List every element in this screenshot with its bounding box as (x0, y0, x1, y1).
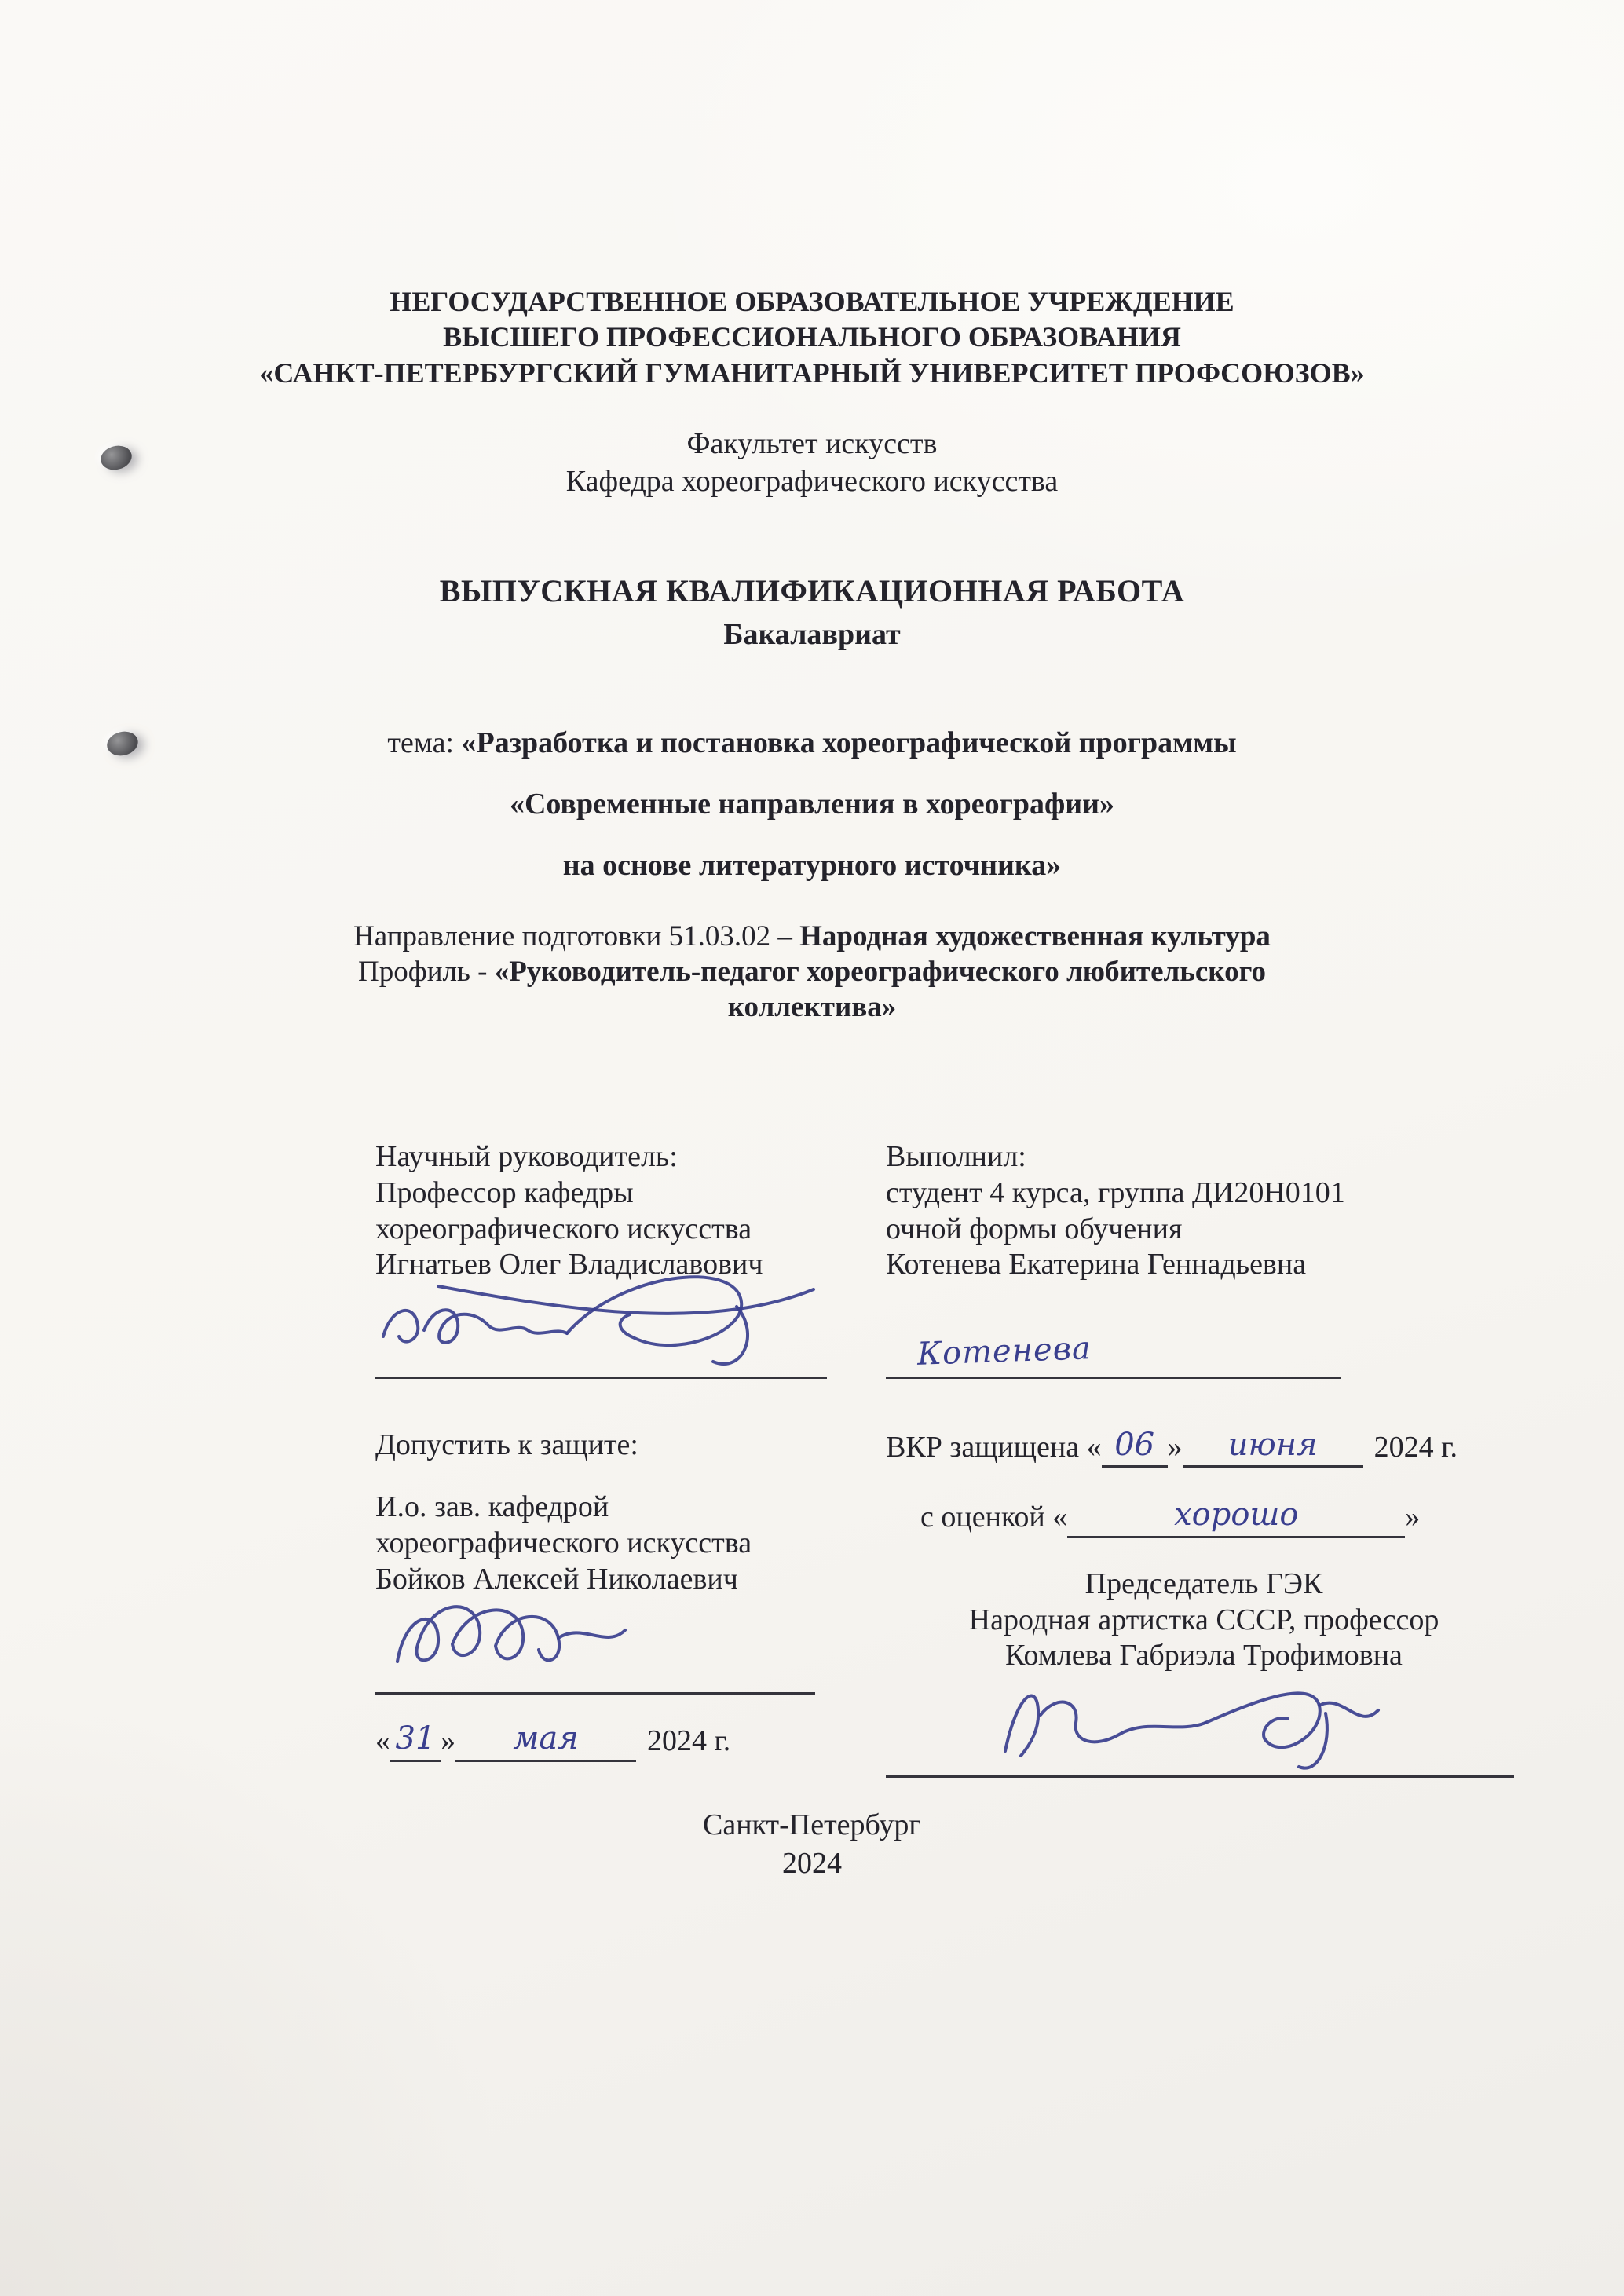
footer-block (0, 1806, 1624, 1884)
grade-prefix: с оценкой « (920, 1501, 1068, 1534)
work-type-title: ВЫПУСКНАЯ КВАЛИФИКАЦИОННАЯ РАБОТА (439, 573, 1185, 609)
author-info-1: студент 4 курса, группа ДИ20Н0101 (886, 1176, 1345, 1210)
advisor-column (375, 1139, 839, 1378)
footer-city: Санкт-Петербург (702, 1808, 922, 1841)
chair-signature-line (886, 1699, 1514, 1778)
defended-month-blank (1183, 1428, 1363, 1468)
approver-signature-scrawl (380, 1574, 639, 1691)
advisor-signature-scrawl (369, 1258, 840, 1384)
grade-close-quote: » (1405, 1501, 1421, 1534)
direction-label: Направление подготовки 51.03.02 – (353, 920, 800, 953)
org-line-1: НЕГОСУДАРСТВЕННОЕ ОБРАЗОВАТЕЛЬНОЕ УЧРЕЖДЕНИЕ (390, 286, 1234, 317)
date-open-quote: « (375, 1724, 390, 1758)
direction-line (0, 919, 1624, 954)
grade-handwritten: хорошо (1174, 1497, 1299, 1534)
author-column (886, 1139, 1404, 1378)
approver-position-1: И.о. зав. кафедрой (375, 1490, 609, 1524)
signatories-bottom (375, 1428, 1624, 1778)
department-line: Кафедра хореографического искусства (565, 464, 1059, 498)
defense-date-line (886, 1428, 1569, 1468)
direction-value: Народная художественная культура (799, 920, 1271, 953)
topic-line-1 (0, 726, 1624, 760)
admission-label: Допустить к защите: (375, 1428, 638, 1461)
date-close-quote: » (441, 1724, 455, 1758)
date-day-blank (390, 1721, 441, 1762)
defended-close-quote: » (1167, 1430, 1183, 1464)
profile-value-2: коллектива» (727, 991, 897, 1024)
org-line-3: «САНКТ-ПЕТЕРБУРГСКИЙ ГУМАНИТАРНЫЙ УНИВЕРСИТЕТ ПРОФСОЮЗОВ» (259, 356, 1365, 389)
advisor-label: Научный руководитель: (375, 1140, 678, 1174)
topic-prefix: тема: (387, 726, 462, 760)
author-signature-line (886, 1291, 1341, 1379)
approver-position-2: хореографического искусства (375, 1526, 752, 1560)
degree-level: Бакалавриат (723, 618, 901, 652)
signatories-top (375, 1139, 1624, 1378)
topic-text-1: «Разработка и постановка хореографической программы (461, 726, 1237, 760)
profile-line-1 (0, 954, 1624, 989)
admission-date-line (375, 1721, 839, 1762)
defended-month-handwritten: июня (1227, 1426, 1318, 1463)
chair-title: Председатель ГЭК (1084, 1567, 1323, 1601)
advisor-position-2: хореографического искусства (375, 1212, 752, 1245)
grade-line (886, 1497, 1569, 1538)
faculty-department (0, 426, 1624, 500)
advisor-position-1: Профессор кафедры (375, 1176, 634, 1210)
date-day-handwritten: 31 (395, 1720, 436, 1757)
advisor-name: Игнатьев Олег Владиславович (375, 1248, 763, 1281)
topic-line-2: «Современные направления в хореографии» (509, 788, 1115, 821)
program-block (0, 919, 1624, 1025)
grade-blank (1067, 1497, 1405, 1538)
date-month-handwritten: мая (513, 1720, 579, 1757)
chair-name: Комлева Габриэла Трофимовна (1005, 1639, 1403, 1673)
topic-block (0, 726, 1624, 883)
admission-column (375, 1428, 839, 1778)
topic-line-3: на основе литературного источника» (562, 849, 1062, 883)
defended-prefix: ВКР защищена « (886, 1430, 1102, 1464)
author-label: Выполнил: (886, 1140, 1026, 1174)
defended-year: 2024 г. (1373, 1430, 1458, 1464)
org-line-2: ВЫСШЕГО ПРОФЕССИОНАЛЬНОГО ОБРАЗОВАНИЯ (443, 321, 1181, 353)
advisor-signature-line (375, 1291, 827, 1379)
university-header (0, 284, 1624, 391)
author-handwritten-signature: Котенева (916, 1329, 1092, 1373)
approver-name: Бойков Алексей Николаевич (375, 1562, 738, 1596)
author-name: Котенева Екатерина Геннадьевна (886, 1248, 1307, 1281)
defended-day-handwritten: 06 (1114, 1426, 1155, 1463)
chair-description: Народная артистка СССР, профессор (968, 1603, 1439, 1636)
faculty-line: Факультет искусств (686, 427, 938, 461)
approver-signature-line (375, 1608, 815, 1695)
author-info-2: очной формы обучения (886, 1212, 1183, 1245)
chair-signature-scrawl (980, 1658, 1388, 1784)
profile-label: Профиль - (358, 956, 495, 989)
date-month-blank (455, 1721, 636, 1762)
defended-day-blank (1102, 1428, 1168, 1468)
defense-column (886, 1428, 1569, 1778)
page-content (0, 284, 1624, 1778)
footer-year: 2024 (782, 1847, 842, 1881)
profile-value-1: «Руководитель-педагог хореографического любительского (494, 956, 1266, 989)
work-title-block (0, 572, 1624, 652)
date-year: 2024 г. (647, 1724, 731, 1758)
